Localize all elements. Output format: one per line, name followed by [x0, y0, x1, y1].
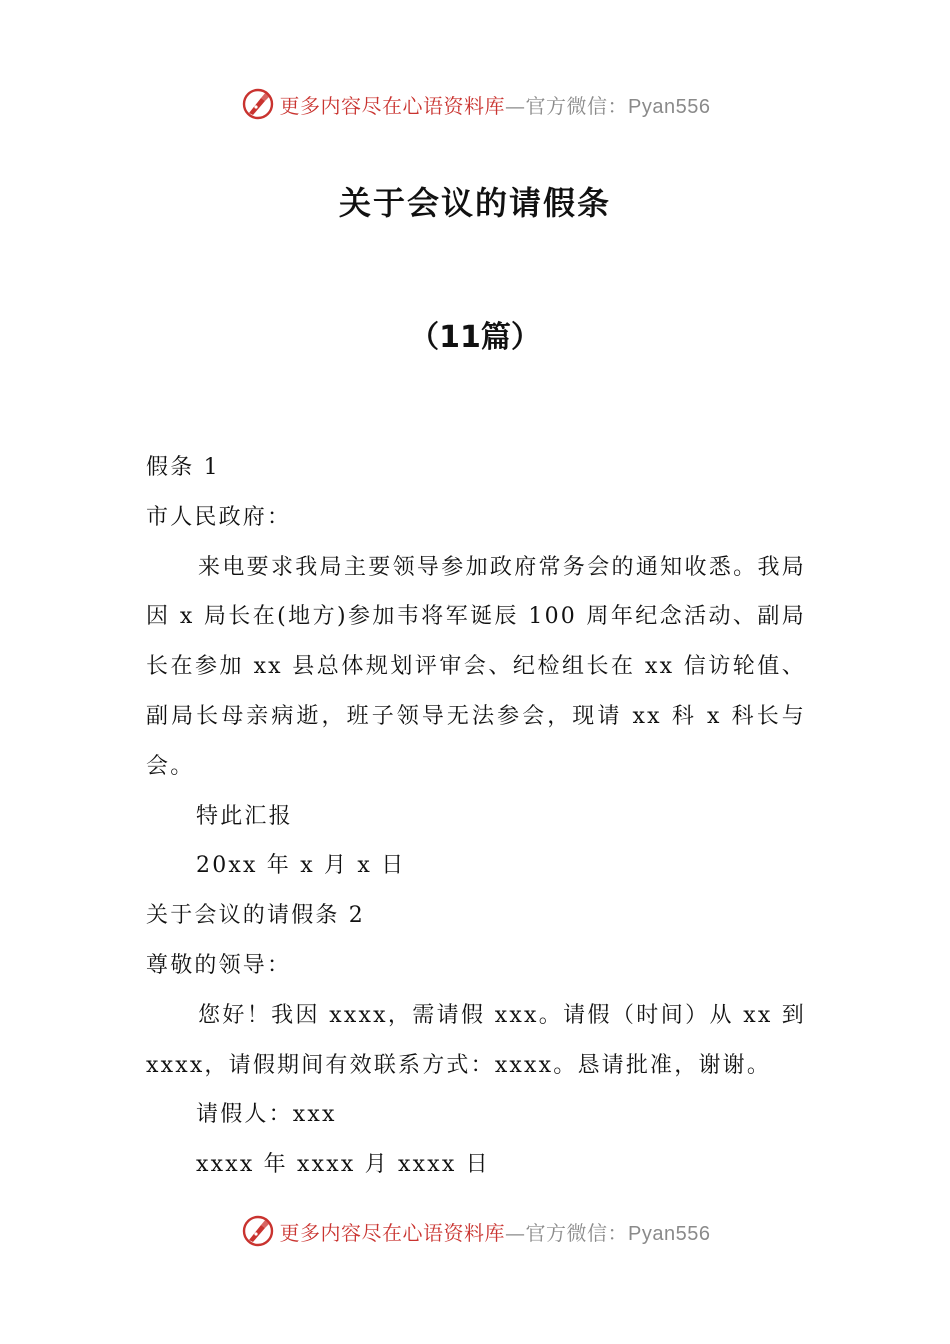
date-1: 20xx 年 x 月 x 日: [196, 853, 406, 879]
letter-body-1: 来电要求我局主要领导参加政府常务会的通知收悉。我局因 x 局长在(地方)参加韦将军诞辰 100 周年纪念活动、副局长在参加 xx 县总体规划评审会、纪检组长在 xx 信访轮值、副局长母亲病逝，班子领导无法参会，现请 xx 科 x 科长与会。: [146, 554, 806, 779]
closing-1: 特此汇报: [196, 803, 293, 829]
page-title: 关于会议的请假条: [338, 184, 611, 222]
signer-2: 请假人：xxx: [196, 1102, 337, 1128]
pen-nib-logo-icon: [240, 86, 276, 122]
page-subtitle: （11篇）: [409, 320, 541, 355]
pen-nib-logo-icon: [240, 1213, 276, 1249]
watermark-text: 更多内容尽在心语资料库—官方微信：Pyan556: [279, 1220, 711, 1245]
header-watermark-banner: [0, 84, 950, 124]
salutation-1: 市人民政府：: [146, 504, 292, 530]
section-heading-1: 假条 1: [146, 455, 220, 480]
section-heading-2: 关于会议的请假条 2: [146, 903, 365, 929]
date-2: xxxx 年 xxxx 月 xxxx 日: [196, 1152, 490, 1178]
watermark-text: 更多内容尽在心语资料库—官方微信：Pyan556: [279, 93, 711, 118]
letter-body-2: 您好！我因 xxxx，需请假 xxx。请假（时间）从 xx 到 xxxx，请假期间有效联系方式：xxxx。恳请批准，谢谢。: [146, 1002, 806, 1078]
footer-watermark-banner: [0, 1211, 950, 1251]
salutation-2: 尊敬的领导：: [146, 952, 292, 978]
document-body: [146, 443, 806, 1190]
